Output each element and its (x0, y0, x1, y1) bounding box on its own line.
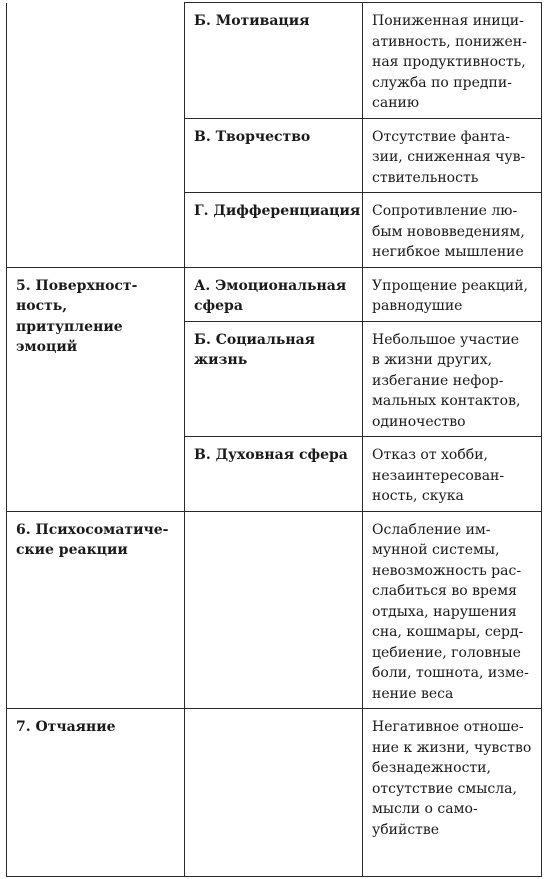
symptoms-cell (363, 321, 542, 437)
symptoms-text: незаинтересован- (372, 467, 505, 484)
symptoms-text: ативность, понижен- (372, 33, 527, 50)
symptoms-cell (363, 118, 542, 193)
area-cell (185, 3, 363, 119)
table-row (7, 709, 542, 877)
table-row (7, 511, 542, 709)
symptoms-text: бым нововведениям, (372, 223, 525, 240)
symptoms-text: избегание нефор- (372, 372, 504, 389)
symptoms-text: одиночество (372, 413, 466, 430)
symptoms-text: Упрощение реакций, (372, 277, 528, 294)
stage-text: 5. Поверхност- (16, 277, 138, 294)
symptoms-cell (363, 437, 542, 512)
symptoms-text: зии, сниженная чув- (372, 149, 526, 165)
symptoms-text: убийстве (372, 821, 440, 838)
stage-cell (7, 267, 185, 511)
symptoms-text: ная продуктивность, (372, 54, 526, 70)
symptoms-text: Отказ от хобби, (372, 447, 488, 463)
symptoms-text: нение веса (372, 685, 454, 702)
area-text: Б. Социальная (194, 331, 316, 348)
symptoms-text: невозможность рас- (372, 562, 522, 579)
area-text: сфера (194, 298, 243, 314)
symptoms-text: ние к жизни, чувство (372, 739, 532, 756)
symptoms-text: сна, кошмары, серд- (372, 624, 524, 640)
symptoms-cell (363, 267, 542, 321)
symptoms-text: в жизни других, (372, 352, 493, 368)
stage-text: 6. Психосоматиче- (16, 521, 169, 538)
symptoms-text: цебиение, головные (372, 644, 521, 661)
stage-text: притупление (16, 318, 123, 335)
area-cell (185, 118, 363, 193)
symptoms-cell (363, 511, 542, 709)
area-cell-empty (185, 709, 363, 877)
area-text: жизнь (194, 352, 248, 368)
area-cell (185, 193, 363, 268)
stage-cell (7, 511, 185, 709)
symptoms-text: служба по предпи- (372, 74, 512, 91)
symptoms-text: Пониженная иници- (372, 13, 524, 29)
symptoms-text: отдыха, нарушения (372, 603, 517, 620)
stage-text: эмоций (16, 339, 78, 355)
symptoms-text: мальных контактов, (372, 393, 521, 409)
area-text: Б. Мотивация (194, 13, 310, 29)
symptoms-text: ность, скука (372, 488, 464, 504)
area-text: В. Духовная сфера (194, 447, 348, 463)
symptoms-text: боли, тошнота, изме- (372, 665, 529, 681)
symptoms-text: Негативное отноше- (372, 719, 524, 735)
area-cell (185, 267, 363, 321)
area-text: Г. Дифференциация (194, 203, 361, 219)
stage-text: ность, (16, 298, 68, 314)
symptoms-cell (363, 709, 542, 877)
symptoms-cell (363, 193, 542, 268)
symptoms-text: Ослабление им- (372, 521, 491, 538)
table-row (7, 3, 542, 119)
area-cell-empty (185, 511, 363, 709)
area-text: В. Творчество (194, 128, 311, 145)
stage-cell (7, 709, 185, 877)
symptoms-text: санию (372, 95, 420, 111)
table-row (7, 267, 542, 321)
symptoms-text: отсутствие смысла, (372, 780, 517, 797)
symptoms-cell (363, 3, 542, 119)
symptoms-text: Небольшое участие (372, 331, 520, 348)
area-cell (185, 321, 363, 437)
burnout-stages-table (6, 2, 542, 877)
symptoms-text: слабиться во время (372, 583, 517, 599)
symptoms-text: безнадежности, (372, 760, 491, 776)
symptoms-text: Сопротивление лю- (372, 203, 518, 219)
symptoms-text: негибкое мышление (372, 244, 524, 260)
area-text: А. Эмоциональная (194, 277, 347, 294)
symptoms-text: ствительность (372, 169, 479, 186)
symptoms-text: мунной системы, (372, 542, 500, 558)
area-cell (185, 437, 363, 512)
stage-text: 7. Отчаяние (16, 719, 116, 735)
symptoms-text: мысли о само- (372, 801, 478, 817)
symptoms-text: Отсутствие фанта- (372, 128, 511, 145)
symptoms-text: равнодушие (372, 298, 463, 314)
stage-text: ские реакции (16, 542, 128, 558)
stage-cell-continued (7, 3, 185, 268)
